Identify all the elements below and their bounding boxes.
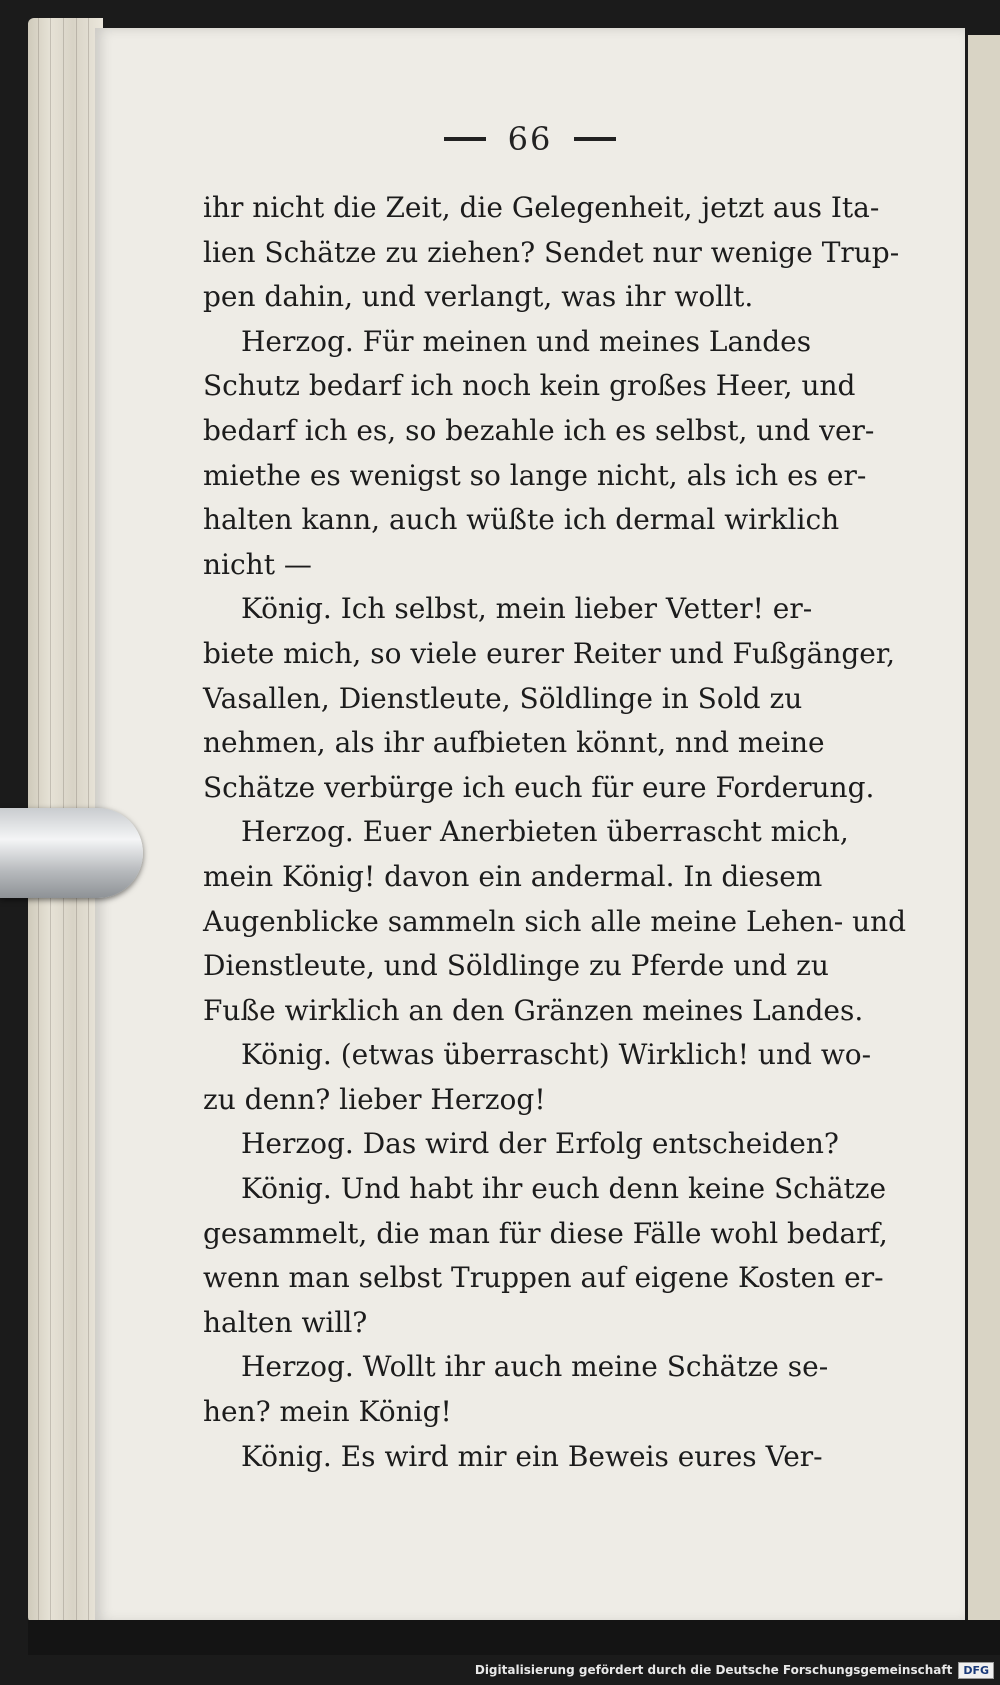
text-line: pen dahin, und verlangt, was ihr wollt.	[203, 280, 754, 314]
text-line: Herzog. Wollt ihr auch meine Schätze se-	[241, 1350, 829, 1384]
text-line: König. (etwas überrascht) Wirklich! und wo-	[241, 1038, 872, 1072]
header-dash-right	[574, 137, 616, 141]
footer-credit-text: Digitalisierung gefördert durch die Deutsche Forschungsgemeinschaft	[474, 1663, 953, 1677]
text-line: lien Schätze zu ziehen? Sendet nur wenige Trup-	[203, 235, 900, 269]
text-line: Herzog. Das wird der Erfolg entscheiden?	[241, 1127, 839, 1161]
page-header	[95, 120, 965, 158]
text-line: miethe es wenigst so lange nicht, als ich es er-	[203, 458, 867, 492]
footer-credit	[475, 1657, 994, 1683]
header-dash-left	[444, 137, 486, 141]
text-line: Schutz bedarf ich noch kein großes Heer, und	[203, 369, 856, 403]
text-line: hen? mein König!	[203, 1395, 452, 1429]
text-line: bedarf ich es, so bezahle ich es selbst, und ver-	[203, 413, 875, 447]
text-line: biete mich, so viele eurer Reiter und Fußgänger,	[203, 636, 896, 670]
text-line: Herzog. Euer Anerbieten überrascht mich,	[241, 815, 849, 849]
text-line: Schätze verbürge ich euch für eure Forderung.	[203, 770, 875, 804]
text-line: halten kann, auch wüßte ich dermal wirklich	[203, 503, 840, 537]
text-line: gesammelt, die man für diese Fälle wohl bedarf,	[203, 1216, 888, 1250]
text-line: nehmen, als ihr aufbieten könnt, nnd meine	[203, 726, 825, 760]
text-line: Fuße wirklich an den Gränzen meines Landes.	[203, 993, 864, 1027]
page-number: 66	[507, 120, 553, 158]
dfg-logo: DFG	[958, 1662, 994, 1679]
text-line: Dienstleute, und Söldlinge zu Pferde und zu	[203, 949, 829, 983]
text-line: Herzog. Für meinen und meines Landes	[241, 324, 812, 358]
text-line: mein König! davon ein andermal. In diesem	[203, 859, 823, 893]
book-page	[95, 28, 965, 1623]
text-line: halten will?	[203, 1305, 368, 1339]
text-line: Augenblicke sammeln sich alle meine Lehen- und	[203, 904, 907, 938]
scan-bottom-edge	[28, 1620, 1000, 1655]
text-line: König. Ich selbst, mein lieber Vetter! er-	[241, 592, 813, 626]
text-line: zu denn? lieber Herzog!	[203, 1082, 546, 1116]
page-clip	[0, 808, 143, 898]
text-line: König. Es wird mir ein Beweis eures Ver-	[241, 1439, 823, 1473]
page-text	[203, 186, 973, 1479]
text-line: nicht —	[203, 547, 312, 581]
text-line: ihr nicht die Zeit, die Gelegenheit, jetzt aus Ita-	[203, 191, 880, 224]
text-line: König. Und habt ihr euch denn keine Schätze	[241, 1172, 887, 1206]
text-line: Vasallen, Dienstleute, Söldlinge in Sold zu	[203, 681, 803, 715]
text-line: wenn man selbst Truppen auf eigene Kosten er-	[203, 1261, 884, 1295]
